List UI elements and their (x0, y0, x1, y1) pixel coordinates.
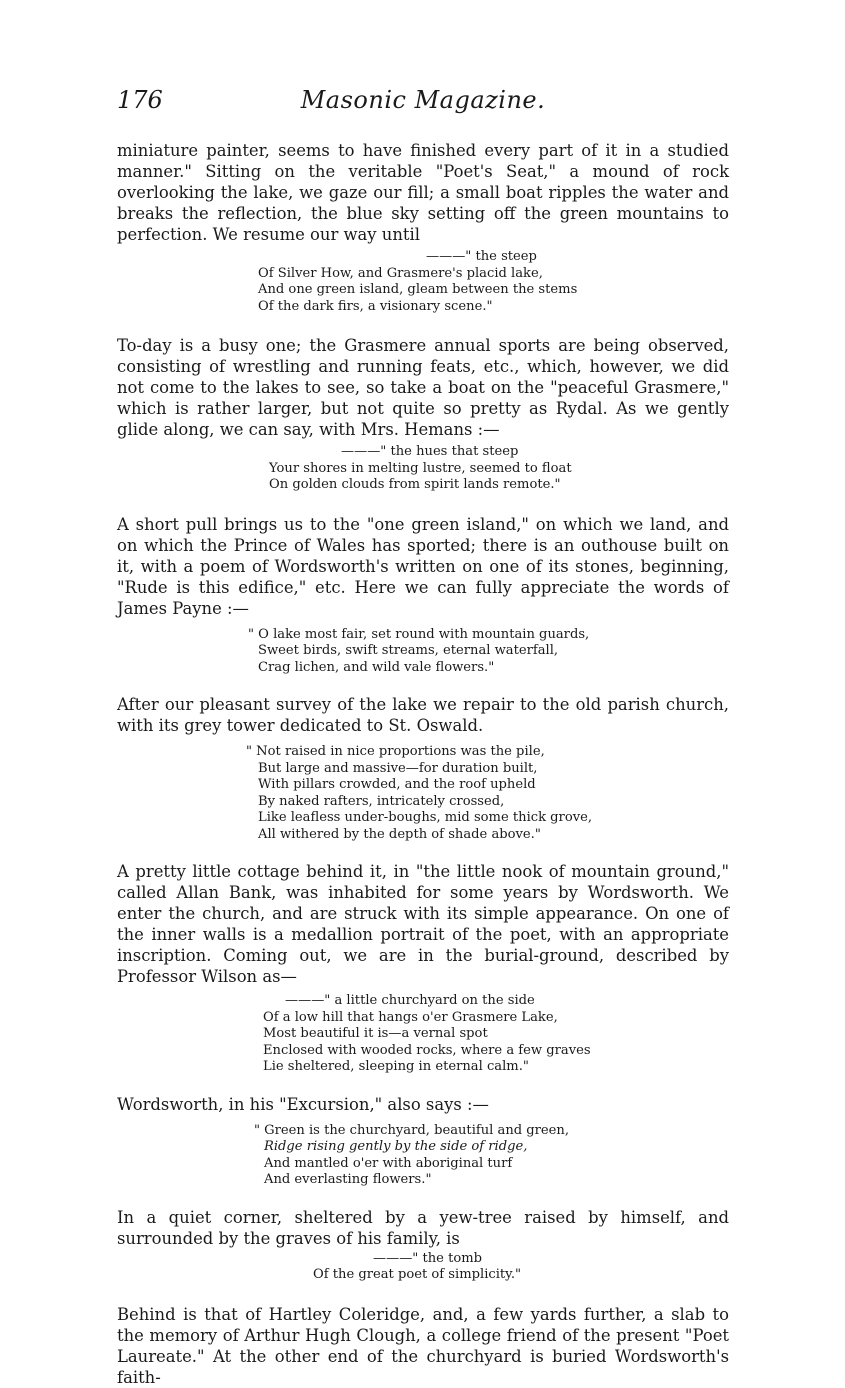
article-body (117, 140, 729, 1388)
verse-block (269, 444, 729, 494)
verse-line: On golden clouds from spirit lands remote." (269, 477, 561, 492)
verse-line: Of the dark firs, a visionary scene." (258, 298, 493, 314)
verse-line: And everlasting flowers." (264, 1172, 432, 1187)
verse-line: Ridge rising gently by the side of ridge, (264, 1139, 528, 1154)
verse-line: Crag lichen, and wild vale flowers." (258, 659, 495, 675)
verse-line: Most beautiful it is—a vernal spot (263, 1026, 488, 1041)
verse-block (258, 249, 729, 315)
verse-block (263, 993, 729, 1076)
verse-line: Your shores in melting lustre, seemed to float (269, 460, 572, 476)
paragraph: After our pleasant survey of the lake we repair to the old parish church, with its grey tower dedicated to St. Oswald. (117, 695, 729, 735)
verse-line: And one green island, gleam between the stems (258, 282, 578, 297)
verse-line: " Not raised in nice proportions was the pile, (246, 744, 545, 759)
paragraph: Wordsworth, in his "Excursion," also says :— (117, 1094, 489, 1114)
verse-line: " O lake most fair, set round with mountain guards, (248, 626, 590, 642)
verse-line: And mantled o'er with aboriginal turf (264, 1155, 513, 1171)
verse-block (313, 1251, 729, 1284)
verse-line: Like leafless under-boughs, mid some thick grove, (258, 810, 593, 825)
verse-line: ———" the tomb (373, 1250, 483, 1266)
verse-line: ———" the steep (426, 249, 537, 264)
verse-line: All withered by the depth of shade above." (258, 826, 541, 842)
paragraph: To-day is a busy one; the Grasmere annual sports are being observed, consisting of wrestling and running feats, etc., which, however, we did not come to the lakes to see, so take a boat on the "peaceful Grasmere," which is rather larger, but not quite so pretty as Rydal. As we gently glide along, we can say, with Mrs. Hemans :— (117, 336, 729, 439)
verse-block (246, 744, 729, 843)
paragraph: In a quiet corner, sheltered by a yew-tree raised by himself, and surrounded by the graves of his family, is (117, 1207, 729, 1248)
verse-line: Enclosed with wooded rocks, where a few graves (263, 1042, 591, 1058)
running-title: Masonic Magazine. (300, 86, 546, 114)
verse-block (254, 1123, 729, 1189)
page-header (117, 86, 729, 126)
verse-line: Of the great poet of simplicity." (313, 1267, 522, 1282)
verse-line: With pillars crowded, and the roof upheld (258, 777, 536, 792)
paragraph: Behind is that of Hartley Coleridge, and, a few yards further, a slab to the memory of Arthur Hugh Clough, a college friend of the present "Poet Laureate." At the other end of the churchyard is buried Wordsworth's faith- (117, 1304, 729, 1387)
verse-line: But large and massive—for duration built, (258, 760, 538, 776)
verse-line: Sweet birds, swift streams, eternal waterfall, (258, 643, 559, 658)
verse-line: Of Silver How, and Grasmere's placid lake, (258, 265, 543, 281)
verse-line: Of a low hill that hangs o'er Grasmere Lake, (263, 1009, 558, 1025)
verse-line: ———" the hues that steep (341, 444, 519, 459)
paragraph: A pretty little cottage behind it, in "the little nook of mountain ground," called Allan Bank, was inhabited for some years by Wordsworth. We enter the church, and are struck with its simple appearance. On one of the inner walls is a medallion portrait of the poet, with an appropriate inscription. Coming out, we are in the burial-ground, described by Professor Wilson as— (117, 862, 729, 986)
verse-line: By naked rafters, intricately crossed, (258, 793, 505, 809)
verse-line: " Green is the churchyard, beautiful and green, (254, 1122, 570, 1138)
verse-line: ———" a little churchyard on the side (285, 993, 535, 1008)
page-number: 176 (117, 86, 163, 114)
paragraph: A short pull brings us to the "one green island," on which we land, and on which the Prince of Wales has sported; there is an outhouse built on it, with a poem of Wordsworth's written on one of its stones, beginning, "Rude is this edifice," etc. Here we can fully appreciate the words of James Payne :— (117, 514, 729, 618)
verse-line: Lie sheltered, sleeping in eternal calm." (263, 1059, 529, 1074)
verse-block (248, 627, 729, 677)
paragraph: miniature painter, seems to have finished every part of it in a studied manner." Sitting on the veritable "Poet's Seat," a mound of rock overlooking the lake, we gaze our fill; a small boat ripples the water and breaks the reflection, the blue sky setting off the green mountains to perfection. We resume our way until (117, 141, 729, 244)
